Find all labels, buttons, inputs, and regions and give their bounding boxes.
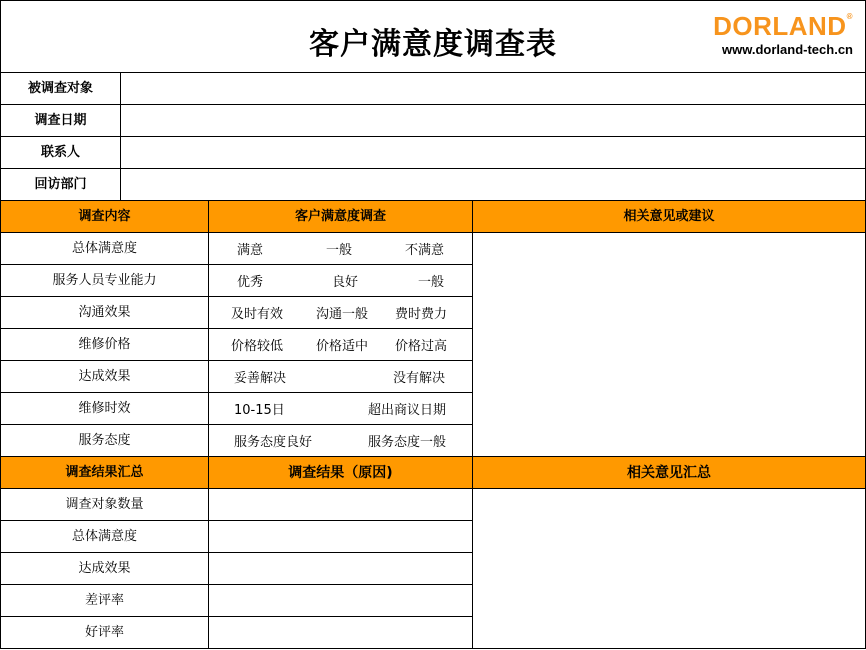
header-comments: 相关意见或建议 [473,201,866,233]
option-time-consuming[interactable]: 费时费力 [395,307,448,322]
options-overall [209,233,473,265]
title-banner [0,0,866,73]
option-attitude-average[interactable]: 服务态度一般 [368,435,447,450]
option-timely[interactable]: 及时有效 [231,307,284,322]
option-satisfied[interactable]: 满意 [237,243,264,258]
header-satisfaction: 客户满意度调查 [209,201,473,233]
options-outcome [209,361,473,393]
summary-value-outcome[interactable] [209,553,473,585]
info-label-survey-date: 调查日期 [0,105,121,137]
info-field-surveyed-party[interactable] [121,73,866,105]
option-price-high[interactable]: 价格过高 [395,339,448,354]
survey-item-overall: 总体满意度 [0,233,209,265]
option-excellent[interactable]: 优秀 [237,275,264,290]
summary-value-overall[interactable] [209,521,473,553]
summary-value-positive-rate[interactable] [209,617,473,649]
option-unsatisfied[interactable]: 不满意 [405,243,445,258]
logo-wordmark: DORLAND® [713,11,853,41]
option-good[interactable]: 良好 [332,275,359,290]
info-field-contact[interactable] [121,137,866,169]
option-price-low[interactable]: 价格较低 [231,339,284,354]
header-survey-content: 调查内容 [0,201,209,233]
option-comm-average[interactable]: 沟通一般 [316,307,369,322]
info-field-department[interactable] [121,169,866,201]
summary-item-positive-rate: 好评率 [0,617,209,649]
info-label-surveyed-party: 被调查对象 [0,73,121,105]
survey-item-outcome: 达成效果 [0,361,209,393]
option-price-moderate[interactable]: 价格适中 [316,339,369,354]
option-10-15-days[interactable]: 10-15日 [234,403,285,418]
summary-item-count: 调查对象数量 [0,489,209,521]
option-unresolved[interactable]: 没有解决 [393,371,446,386]
header-comments-summary: 相关意见汇总 [473,457,866,489]
info-field-survey-date[interactable] [121,105,866,137]
info-label-department: 回访部门 [0,169,121,201]
options-communication [209,297,473,329]
logo-url: www.dorland-tech.cn [722,42,853,57]
header-summary: 调查结果汇总 [0,457,209,489]
header-result: 调查结果（原因) [209,457,473,489]
info-label-contact: 联系人 [0,137,121,169]
survey-item-attitude: 服务态度 [0,425,209,457]
options-repair-price [209,329,473,361]
dorland-logo [703,13,853,57]
survey-item-repair-price: 维修价格 [0,329,209,361]
summary-value-count[interactable] [209,489,473,521]
summary-value-negative-rate[interactable] [209,585,473,617]
option-overdue[interactable]: 超出商议日期 [368,403,447,418]
survey-item-staff-skill: 服务人员专业能力 [0,265,209,297]
option-resolved[interactable]: 妥善解决 [234,371,287,386]
options-staff-skill [209,265,473,297]
option-fair[interactable]: 一般 [418,275,445,290]
comments-area[interactable] [473,233,866,457]
option-attitude-good[interactable]: 服务态度良好 [234,435,313,450]
summary-item-overall: 总体满意度 [0,521,209,553]
survey-item-repair-time: 维修时效 [0,393,209,425]
option-average[interactable]: 一般 [326,243,353,258]
page-title: 客户满意度调查表 [309,27,557,62]
summary-item-negative-rate: 差评率 [0,585,209,617]
survey-item-communication: 沟通效果 [0,297,209,329]
options-repair-time [209,393,473,425]
comments-summary-area[interactable] [473,489,866,649]
summary-item-outcome: 达成效果 [0,553,209,585]
options-attitude [209,425,473,457]
